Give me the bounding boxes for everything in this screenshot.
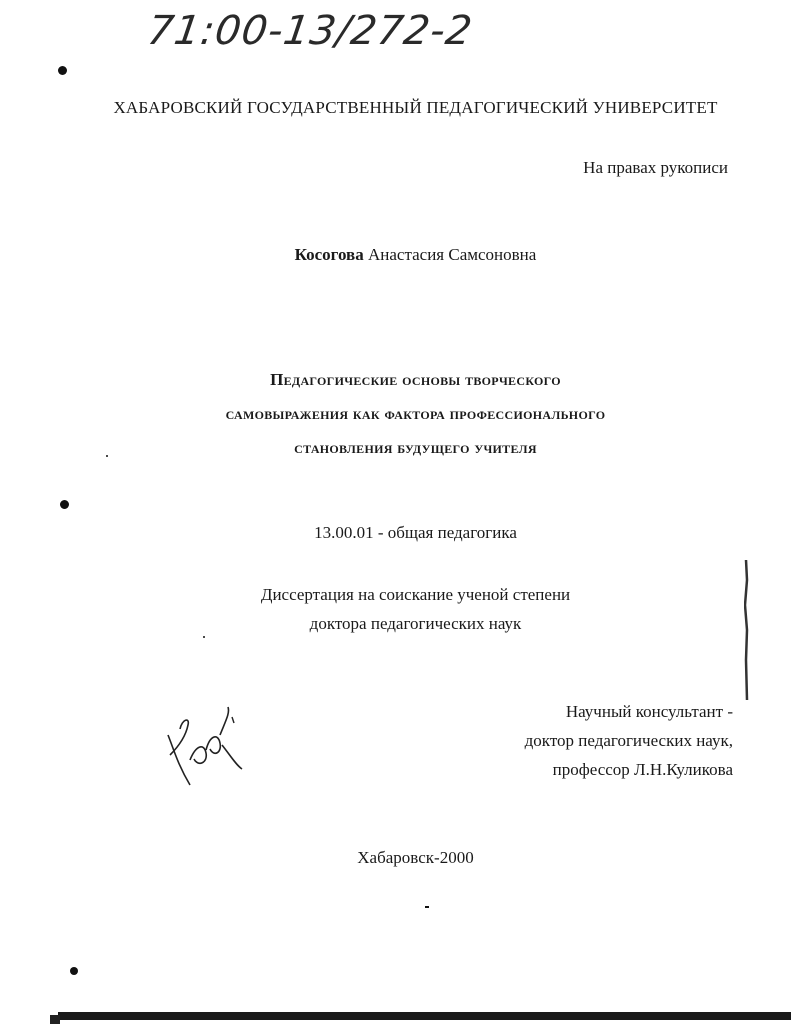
title-line: самовыражения как фактора профессионального <box>225 404 606 423</box>
consultant-line: профессор Л.Н.Куликова <box>552 760 733 779</box>
scan-edge-mark <box>744 560 749 700</box>
scan-speck <box>58 66 67 75</box>
degree-line: доктора педагогических наук <box>309 614 522 633</box>
city-and-year: Хабаровск-2000 <box>357 848 474 867</box>
degree-statement <box>0 580 791 638</box>
handwritten-archive-number: 71:00-13/272-2 <box>144 8 476 54</box>
scientific-consultant <box>525 697 733 784</box>
author-name <box>0 245 791 265</box>
specialty-code: 13.00.01 - общая педагогика <box>314 523 517 542</box>
scan-speck <box>203 636 205 638</box>
author-surname: Косогова <box>294 245 364 264</box>
rights-note: На правах рукописи <box>583 158 728 177</box>
dissertation-title <box>0 363 791 465</box>
consultant-line: доктор педагогических наук, <box>524 731 733 750</box>
degree-line: Диссертация на соискание ученой степени <box>260 585 571 604</box>
scan-bottom-edge <box>58 1012 791 1020</box>
scan-speck <box>60 500 69 509</box>
university-name: ХАБАРОВСКИЙ ГОСУДАРСТВЕННЫЙ ПЕДАГОГИЧЕСКИЙ УНИВЕРСИТЕТ <box>113 98 718 117</box>
scan-speck <box>70 967 78 975</box>
title-line: становления будущего учителя <box>294 438 537 457</box>
title-line: Педагогические основы творческого <box>270 370 561 389</box>
signature-icon <box>160 705 250 790</box>
author-given-names: Анастасия Самсоновна <box>368 245 537 264</box>
scan-corner-mark <box>50 1015 60 1024</box>
consultant-line: Научный консультант - <box>565 702 733 721</box>
scan-speck <box>425 906 429 908</box>
scan-speck <box>106 455 108 457</box>
